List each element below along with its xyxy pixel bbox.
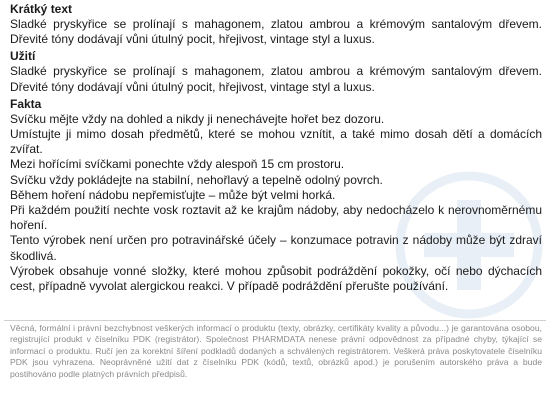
fact-item: Tento výrobek není určen pro potravinářské účely – konzumace potravin z nádoby může být zdraví škodlivá. [10, 233, 542, 263]
section-title-facts: Fakta [10, 96, 42, 111]
fact-item: Mezi hořícími svíčkami ponechte vždy alespoň 15 cm prostoru. [10, 157, 345, 172]
fact-item: Svíčku mějte vždy na dohled a nikdy ji nenechávejte hořet bez dozoru. [10, 111, 385, 126]
divider [4, 320, 546, 321]
legal-disclaimer: Věcná, formální i právní bezchybnost veškerých informací o produktu (texty, obrázky, certifikáty kvality a původu...) je garantována osobou, registrující produkt v číselníku PDK (registrátor). Společnost PHARMDATA nenese právní odpovědnost za případné chyby, týkající se informací o produktu. Ručí jen za korektní šíření podkladů dodaných a schválených registrátorem. Veškerá práva poskytovatele číselníku PDK jsou vyhrazena. Neoprávněné užití dat z číselníku PDK (kódů, textů, obrázků apod.) je porušením autorského práva a bude postihováno podle platných právních předpisů. [10, 323, 542, 379]
section-facts [10, 97, 542, 294]
product-text-content [10, 0, 542, 294]
usage-body: Sladké pryskyřice se prolínají s mahagonem, zlatou ambrou a krémovým santalovým dřevem. Dřevité tóny dodávají vůni útulný pocit, hřejivost, vintage styl a luxus. [10, 64, 542, 94]
section-title-short-text: Krátký text [10, 2, 73, 16]
fact-item: Výrobek obsahuje vonné složky, které mohou způsobit podráždění pokožky, očí nebo dýchacích cest, případně vyvolat alergickou reakci. V případě podráždění přerušte používání. [10, 263, 542, 294]
fact-item: Umístujte ji mimo dosah předmětů, které se mohou vznítit, a také mimo dosah dětí a domácích zvířat. [10, 127, 542, 157]
fact-item: Při každém použití nechte vosk roztavit až ke krajům nádoby, aby nedocházelo k nerovnoměrnému hoření. [10, 203, 542, 233]
section-title-usage: Užití [10, 49, 36, 64]
section-usage [10, 49, 542, 94]
short-text-body: Sladké pryskyřice se prolínají s mahagonem, zlatou ambrou a krémovým santalovým dřevem. Dřevité tóny dodávají vůni útulný pocit, hřejivost, vintage styl a luxus. [10, 17, 542, 47]
fact-item: Svíčku vždy pokládejte na stabilní, nehořlavý a tepelně odolný povrch. [10, 172, 383, 187]
section-short-text [10, 2, 542, 47]
fact-item: Během hoření nádobu nepřemisťujte – může být velmi horká. [10, 187, 336, 202]
